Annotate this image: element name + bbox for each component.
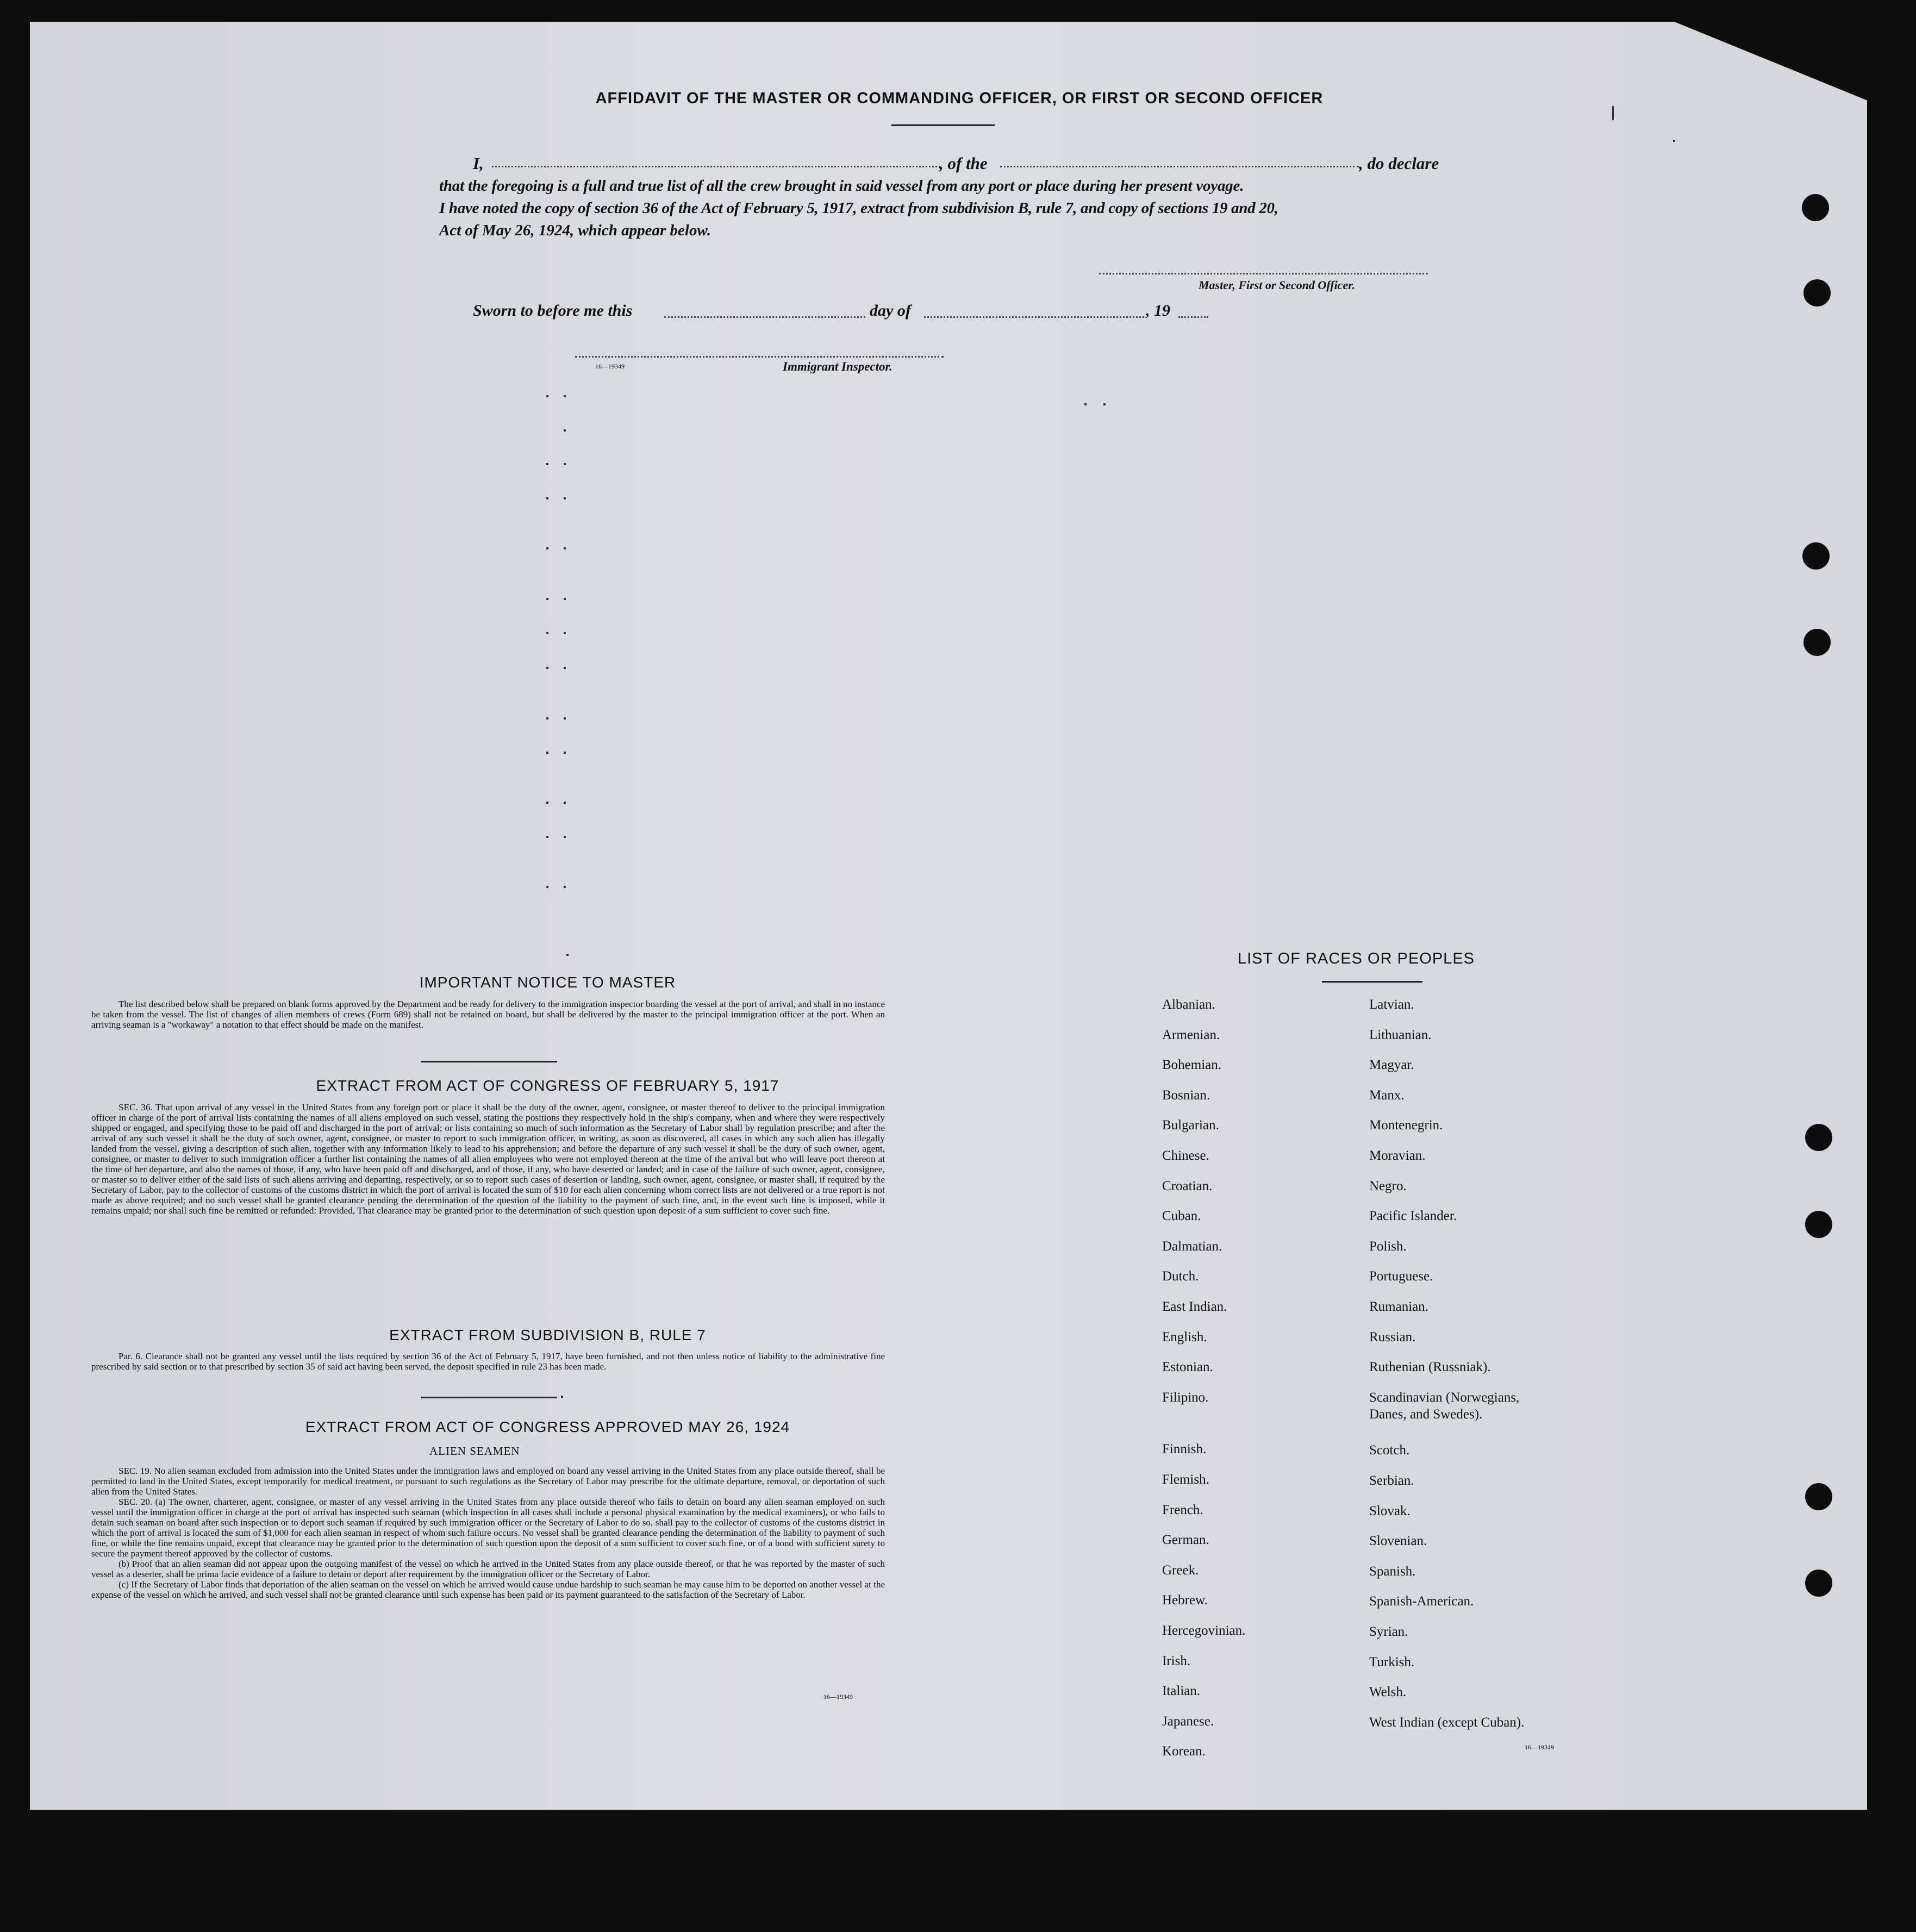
race-item: Lithuanian. bbox=[1369, 1028, 1432, 1042]
stray-mark bbox=[564, 497, 566, 499]
races-title: LIST OF RACES OR PEOPLES bbox=[1237, 950, 1475, 967]
subdivision-b-title: EXTRACT FROM SUBDIVISION B, RULE 7 bbox=[389, 1327, 706, 1343]
notice-rule bbox=[421, 1061, 557, 1062]
section-20b-paragraph: (b) Proof that an alien seaman did not appear upon the outgoing manifest of the vessel on which he arrived in the United States from any place outside thereof, or that he was reported by the master of such vessel as a deserter, shall be prima facie evidence of a failure to detain or deport after requirement by the immigration officer or the Secretary of Labor. bbox=[91, 1559, 885, 1579]
stray-mark bbox=[564, 395, 566, 397]
punch-hole bbox=[1803, 629, 1831, 656]
stray-mark bbox=[546, 632, 548, 634]
year-blank bbox=[1178, 316, 1208, 318]
rule-7-paragraph: Par. 6. Clearance shall not be granted any vessel until the lists required by section 36 of the Act of February 5, 1917, have been furnished, and not then unless notice of liability to the administrative fine prescribed by said section or to that prescribed by section 35 of said act having been served, the deposit specified in rule 23 has been made. bbox=[91, 1351, 885, 1372]
stray-mark bbox=[564, 886, 566, 888]
stray-mark bbox=[546, 752, 548, 754]
stray-mark bbox=[564, 463, 566, 465]
races-column-2 bbox=[1369, 996, 1641, 1757]
subdivision-b-rule bbox=[421, 1397, 557, 1398]
race-item: Magyar. bbox=[1369, 1058, 1414, 1072]
race-item: Ruthenian (Russniak). bbox=[1369, 1360, 1491, 1374]
notice-paragraph: The list described below shall be prepared on blank forms approved by the Department and be ready for delivery to the immigration inspector boarding the vessel at the port of arrival, and shall in no instance be taken from the vessel. The list of changes of alien members of crews (Form 689) shall not be retained on board, but shall be delivered by the master to the principal immigration officer at the port. When an arriving seaman is a "workaway" a notation to that effect should be made on the manifest. bbox=[91, 999, 885, 1030]
race-item: Albanian. bbox=[1162, 997, 1215, 1012]
race-item: Japanese. bbox=[1162, 1714, 1214, 1729]
subdivision-b-text bbox=[91, 1351, 885, 1372]
stray-mark bbox=[564, 802, 566, 804]
of-the-label: , of the bbox=[939, 154, 988, 173]
affidavit-form-number: 16—19349 bbox=[595, 362, 625, 370]
stray-mark bbox=[546, 395, 548, 397]
extract-1924-text bbox=[91, 1466, 885, 1600]
race-item: Dutch. bbox=[1162, 1269, 1199, 1284]
race-item: Scotch. bbox=[1369, 1443, 1410, 1458]
stray-mark bbox=[546, 717, 548, 720]
affidavit-i-label: I, bbox=[473, 154, 484, 173]
stray-mark bbox=[564, 547, 566, 549]
race-item: Korean. bbox=[1162, 1744, 1206, 1759]
race-item: Latvian. bbox=[1369, 997, 1414, 1012]
punch-hole bbox=[1805, 1483, 1832, 1510]
affidavit-line-4: Act of May 26, 1924, which appear below. bbox=[439, 222, 711, 239]
punch-hole bbox=[1802, 542, 1830, 570]
stray-mark bbox=[564, 429, 566, 432]
sworn-date-blank bbox=[664, 316, 865, 318]
master-signature-line bbox=[1099, 273, 1428, 274]
race-item: English. bbox=[1162, 1330, 1207, 1345]
month-blank bbox=[924, 316, 1144, 318]
section-20c-paragraph: (c) If the Secretary of Labor finds that deportation of the alien seaman on the vessel on which he arrived would cause undue hardship to such seaman he may cause him to be deported on another vessel at the expense of the vessel on which he arrived, and such vessel shall not be granted clearance until such expense has been paid or its payment guaranteed to the satisfaction of the Secretary of Labor. bbox=[91, 1579, 885, 1600]
race-item: German. bbox=[1162, 1533, 1209, 1547]
section-20a-paragraph: SEC. 20. (a) The owner, charterer, agent, consignee, or master of any vessel arriving in the United States from any place outside thereof who fails to detain on board any alien seaman employed on such vessel until the immigration officer in charge at the port of arrival has inspected such seaman (which inspection in all cases shall include a personal physical examination by the medical examiners), or who fails to detain such seaman on board after such inspection or to deport such seaman if required by such immigration officer or the Secretary of Labor to do so, shall pay to the collector of customs of the customs district in which the port of arrival is located the sum of $1,000 for each alien seaman in respect of whom such failure occurs. No vessel shall be granted clearance pending the determination of the liability to payment of such fine, or while the fine remains unpaid, except that clearance may be granted prior to the determination of such question upon the deposit of a sum sufficient to cover such fine, or of a bond with sufficient surety to secure the payment thereof approved by the collector of customs. bbox=[91, 1497, 885, 1559]
race-item: Flemish. bbox=[1162, 1472, 1209, 1487]
race-item: Hebrew. bbox=[1162, 1593, 1208, 1608]
section-19-paragraph: SEC. 19. No alien seaman excluded from admission into the United States under the immigration laws and employed on board any vessel arriving in the United States from any place outside thereof, shall be permitted to land in the United States, except temporarily for medical treatment, or pursuant to such regulations as the Secretary of Labor may prescribe for the ultimate departure, removal, or deportation of such alien from the United States. bbox=[91, 1466, 885, 1497]
affidavit-line-2: that the foregoing is a full and true list of all the crew brought in said vessel from any port or place during her present voyage. bbox=[439, 177, 1244, 195]
extract-1924-form-number: 16—19349 bbox=[823, 1693, 853, 1700]
punch-hole bbox=[1805, 1570, 1832, 1597]
race-item: Slovak. bbox=[1369, 1504, 1411, 1518]
race-item: Rumanian. bbox=[1369, 1299, 1429, 1314]
day-of-label: day of bbox=[870, 302, 911, 320]
race-item: Irish. bbox=[1162, 1654, 1191, 1668]
section-36-paragraph: SEC. 36. That upon arrival of any vessel in the United States from any foreign port or place it shall be the duty of the owner, agent, consignee, or master thereof to deliver to the principal immigration officer in charge of the port of arrival lists containing the names of all aliens employed on such vessel, stating the positions they respectively hold in the ship's company, when and where they were respectively shipped or engaged, and specifying those to be paid off and discharged in the port of arrival; or lists containing so much of such information as the Secretary of Labor shall by regulation prescribe; and after the arrival of any such vessel it shall be the duty of such owner, agent, consignee, or master to report to such immigration officer, in writing, as soon as discovered, all cases in which any such alien has illegally landed from the vessel, giving a description of such alien, together with any information likely to lead to his apprehension; and before the departure of any such vessel it shall be the duty of such owner, agent, consignee, or master to deliver to such immigration officer a further list containing the names of all alien employees who were not employed thereon at the time of the arrival but who will leave port thereon at the time of her departure, and also the names of those, if any, who have been paid off and discharged, and of those, if any, who have deserted or landed; and in case of the failure of such owner, agent, consignee, or master so to deliver either of the said lists of such aliens arriving and departing, respectively, or so to report such cases of desertion or landing, such owner, agent, consignee, or master shall, if required by the Secretary of Labor, pay to the collector of customs of the customs district in which the port of arrival is located the sum of $10 for each alien concerning whom correct lists are not delivered or a true report is not made as above required; and no such vessel shall be granted clearance pending the determination of the question of the liability to the payment of such fine, and, in the event such fine is imposed, while it remains unpaid; nor shall such fine be remitted or refunded: Provided, That clearance may be granted prior to the determination of such question upon deposit of a sum sufficient to cover such fine. bbox=[91, 1102, 885, 1216]
race-item: Welsh. bbox=[1369, 1685, 1407, 1699]
inspector-signature-line bbox=[575, 356, 944, 358]
race-item: Bulgarian. bbox=[1162, 1118, 1219, 1133]
race-item: Moravian. bbox=[1369, 1148, 1426, 1163]
race-item: Chinese. bbox=[1162, 1148, 1209, 1163]
stray-mark bbox=[564, 717, 566, 720]
stray-mark bbox=[546, 463, 548, 465]
race-item: Spanish. bbox=[1369, 1564, 1416, 1579]
do-declare-label: , do declare bbox=[1359, 154, 1439, 173]
affidavit-line-3: I have noted the copy of section 36 of the Act of February 5, 1917, extract from subdivision B, rule 7, and copy of sections 19 and 20, bbox=[439, 199, 1278, 217]
stray-mark bbox=[564, 667, 566, 669]
race-item: Spanish-American. bbox=[1369, 1594, 1474, 1609]
name-blank bbox=[492, 166, 940, 167]
race-item: Bohemian. bbox=[1162, 1058, 1222, 1072]
extract-1917-text bbox=[91, 1102, 885, 1216]
stray-mark bbox=[561, 1396, 563, 1398]
race-item: Armenian. bbox=[1162, 1028, 1220, 1042]
extract-1924-title: EXTRACT FROM ACT OF CONGRESS APPROVED MAY 26, 1924 bbox=[305, 1418, 790, 1435]
stray-mark bbox=[546, 802, 548, 804]
race-item: Serbian. bbox=[1369, 1473, 1414, 1488]
race-item: Italian. bbox=[1162, 1684, 1201, 1698]
race-item: Syrian. bbox=[1369, 1624, 1408, 1639]
race-item: Montenegrin. bbox=[1369, 1118, 1443, 1133]
extract-1917-title: EXTRACT FROM ACT OF CONGRESS OF FEBRUARY 5, 1917 bbox=[316, 1077, 779, 1094]
race-item: Hercegovinian. bbox=[1162, 1623, 1246, 1638]
race-item: Bosnian. bbox=[1162, 1088, 1210, 1103]
race-item: Negro. bbox=[1369, 1179, 1407, 1193]
stray-mark bbox=[1673, 140, 1675, 142]
stray-mark bbox=[564, 598, 566, 600]
punch-hole bbox=[1805, 1124, 1832, 1151]
race-item: Turkish. bbox=[1369, 1655, 1415, 1670]
stray-mark bbox=[546, 497, 548, 499]
stray-mark bbox=[564, 632, 566, 634]
race-item: West Indian (except Cuban). bbox=[1369, 1715, 1525, 1730]
inspector-caption: Immigrant Inspector. bbox=[783, 360, 893, 373]
races-title-rule bbox=[1322, 981, 1422, 983]
race-item: East Indian. bbox=[1162, 1299, 1227, 1314]
race-item: Cuban. bbox=[1162, 1209, 1201, 1223]
notice-text bbox=[91, 999, 885, 1030]
race-item: Pacific Islander. bbox=[1369, 1209, 1457, 1223]
notice-title: IMPORTANT NOTICE TO MASTER bbox=[419, 974, 676, 991]
stray-mark bbox=[1612, 106, 1614, 120]
race-item: Scandinavian (Norwegians, Danes, and Swedes). bbox=[1369, 1390, 1520, 1422]
races-column-1 bbox=[1162, 996, 1347, 1757]
stray-mark bbox=[1103, 403, 1106, 405]
vessel-blank bbox=[1000, 166, 1359, 167]
stray-mark bbox=[566, 954, 569, 956]
race-item: Manx. bbox=[1369, 1088, 1405, 1103]
races-form-number: 16—19349 bbox=[1525, 1743, 1554, 1751]
race-item: Croatian. bbox=[1162, 1179, 1213, 1193]
stray-mark bbox=[564, 752, 566, 754]
race-item: Russian. bbox=[1369, 1330, 1416, 1345]
alien-seamen-subtitle: ALIEN SEAMEN bbox=[429, 1445, 520, 1458]
race-item: Finnish. bbox=[1162, 1442, 1207, 1456]
stray-mark bbox=[546, 667, 548, 669]
punch-hole bbox=[1803, 279, 1831, 307]
race-item: Dalmatian. bbox=[1162, 1239, 1222, 1254]
stray-mark bbox=[564, 836, 566, 838]
race-item: Filipino. bbox=[1162, 1390, 1209, 1405]
affidavit-title-rule bbox=[891, 124, 995, 126]
stray-mark bbox=[546, 598, 548, 600]
stray-mark bbox=[546, 836, 548, 838]
race-item: Portuguese. bbox=[1369, 1269, 1433, 1284]
punch-hole bbox=[1802, 194, 1829, 221]
master-caption: Master, First or Second Officer. bbox=[1199, 278, 1356, 292]
race-item: Polish. bbox=[1369, 1239, 1407, 1254]
stray-mark bbox=[546, 547, 548, 549]
affidavit-title: AFFIDAVIT OF THE MASTER OR COMMANDING OFFICER, OR FIRST OR SECOND OFFICER bbox=[595, 90, 1324, 107]
race-item: Estonian. bbox=[1162, 1360, 1213, 1374]
sworn-label: Sworn to before me this bbox=[473, 302, 633, 320]
punch-hole bbox=[1805, 1211, 1832, 1238]
stray-mark bbox=[1084, 403, 1087, 405]
race-item: French. bbox=[1162, 1503, 1203, 1517]
stray-mark bbox=[546, 886, 548, 888]
race-item: Greek. bbox=[1162, 1563, 1199, 1578]
year-label: , 19 bbox=[1146, 302, 1170, 320]
race-item: Slovenian. bbox=[1369, 1534, 1427, 1548]
